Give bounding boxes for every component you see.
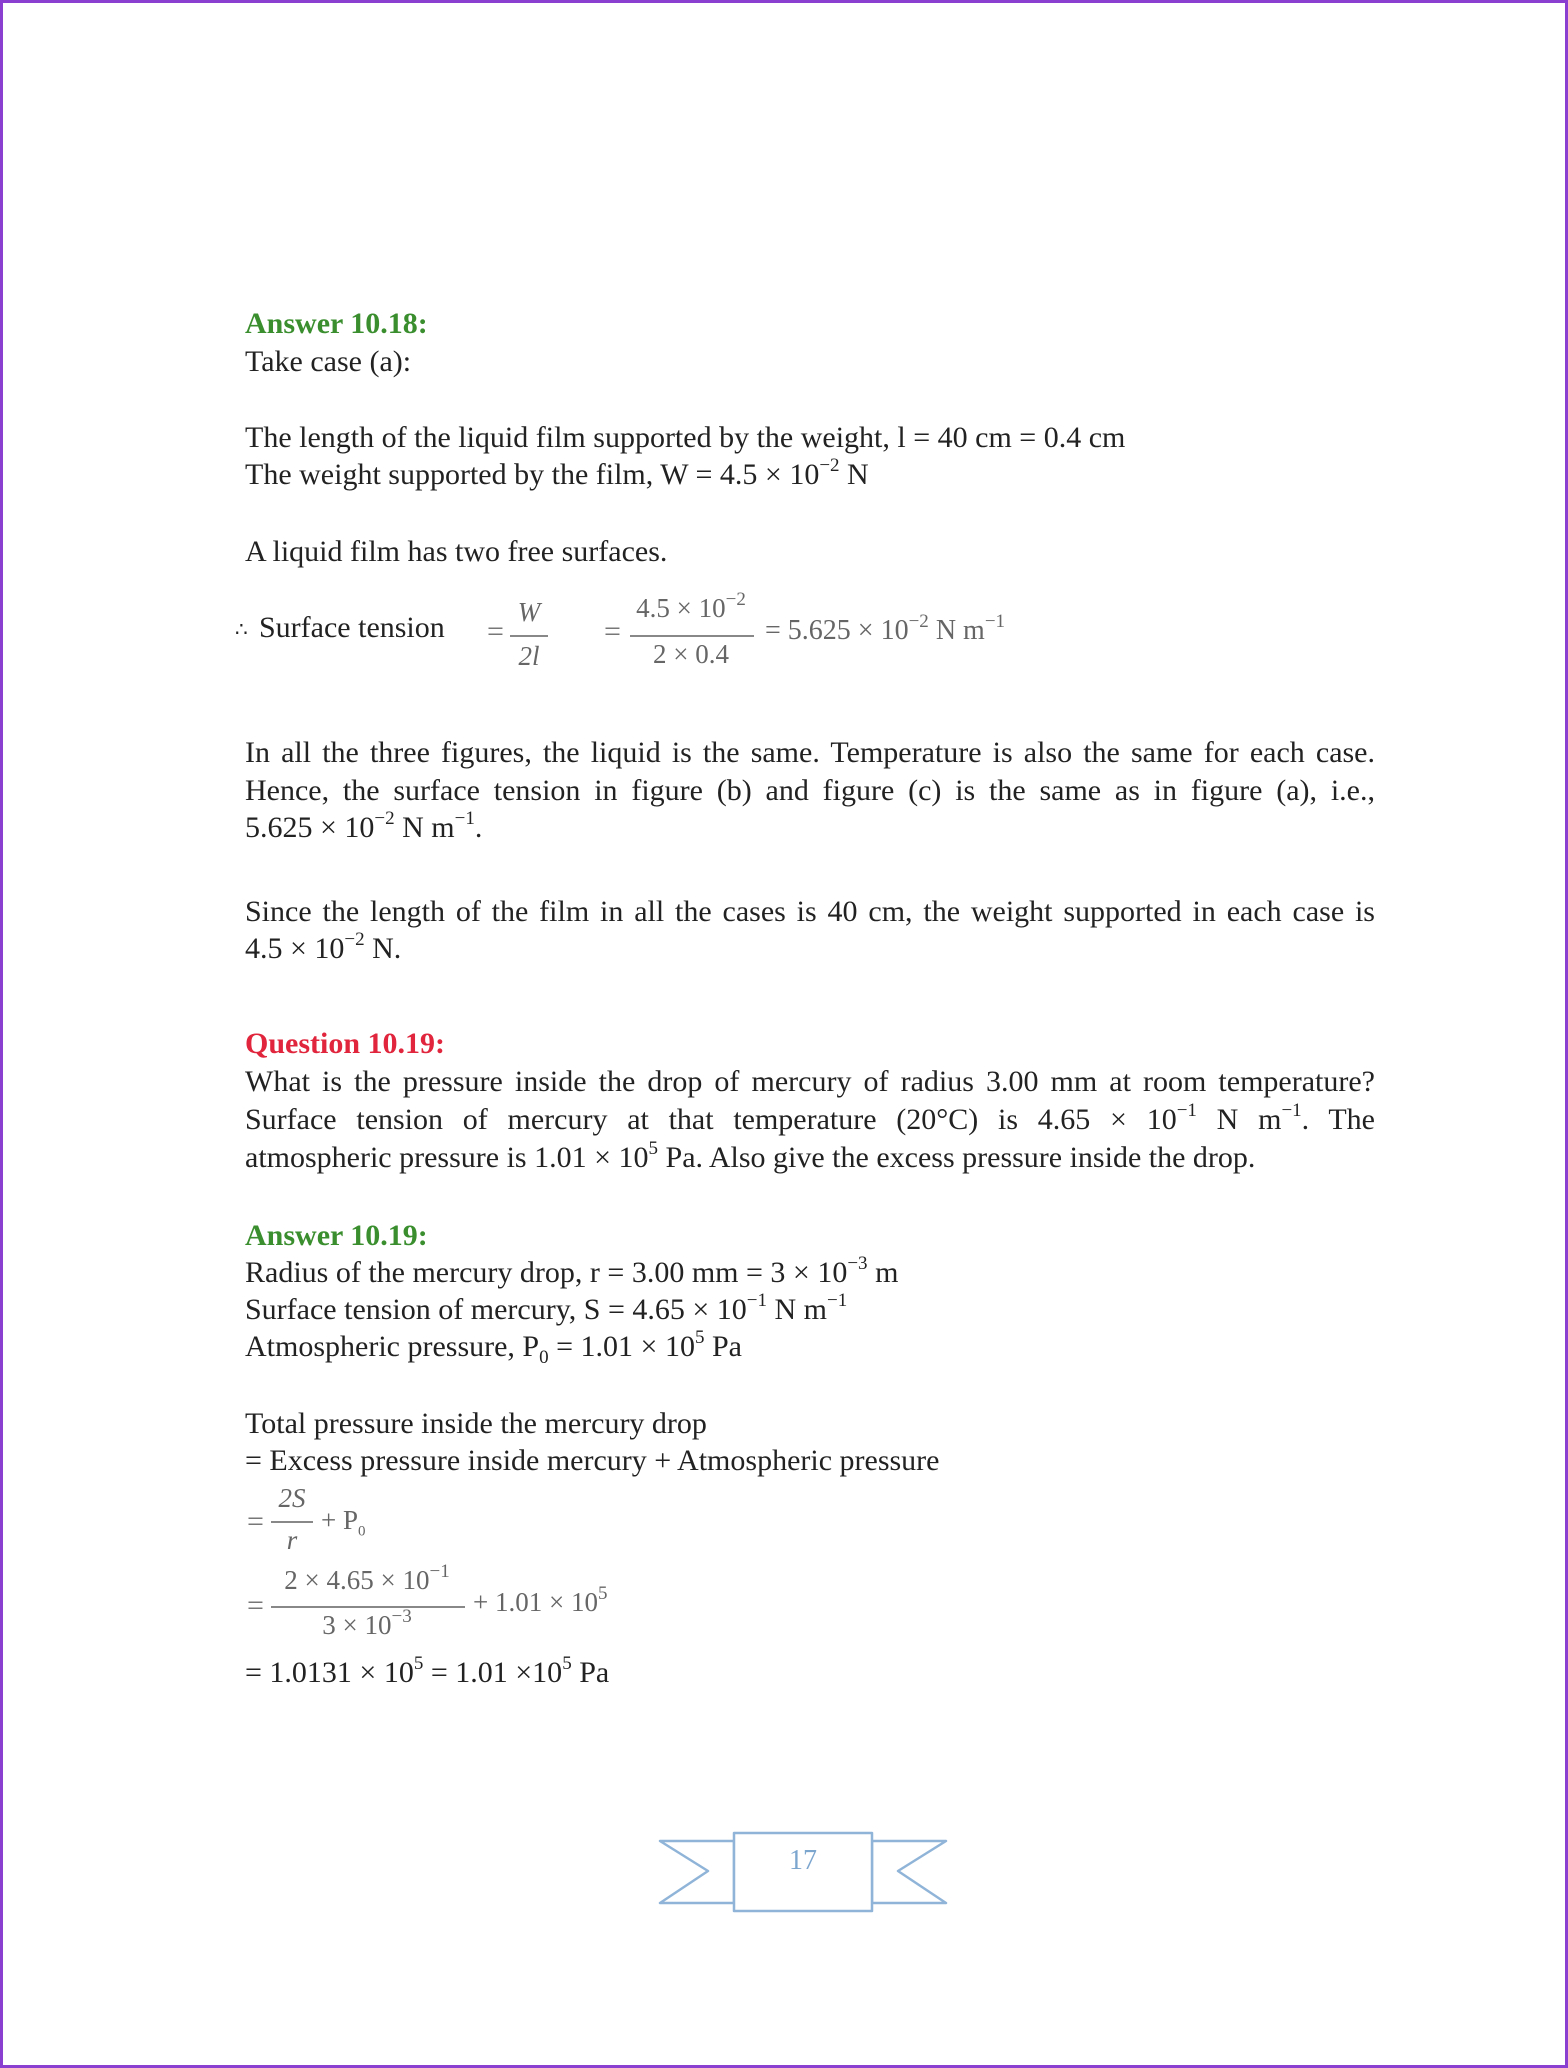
radius-line: Radius of the mercury drop, r = 3.00 mm = $3 \times 10^{-3}$ m — [245, 1253, 899, 1289]
page-number: 17 — [789, 1845, 817, 1876]
f2-numerator: $2 \times 4.65 \times 10^{-1}$ — [284, 1561, 450, 1595]
question-1019-heading: Question 10.19: — [245, 1027, 446, 1060]
total-pressure-line: Total pressure inside the mercury drop — [245, 1407, 707, 1440]
f1-equals: = — [247, 1505, 264, 1538]
f2-equals: = — [247, 1589, 264, 1622]
answer-1018-heading: Answer 10.18: — [245, 307, 428, 340]
para1-line3: $5.625 \times 10^{-2}$ N $m^{-1}$. — [245, 808, 483, 844]
length-line: The length of the liquid film supported by the weight, l = 40 cm = 0.4 cm — [245, 421, 1126, 454]
eq2-denominator: 2 × 0.4 — [653, 639, 729, 669]
eq1-equals: = — [487, 615, 504, 648]
case-line: Take case (a): — [245, 345, 412, 378]
f1-denominator: r — [286, 1525, 298, 1555]
excess-pressure-line: = Excess pressure inside mercury + Atmospheric pressure — [245, 1444, 940, 1477]
page-number-ribbon — [658, 1831, 948, 1913]
f2-fraction-bar — [271, 1606, 465, 1608]
answer-1019-heading: Answer 10.19: — [245, 1219, 428, 1252]
eq1-numerator: W — [517, 597, 541, 627]
question-line3: atmospheric pressure is $1.01 \times 10^5$ Pa. Also give the excess pressure inside the drop. — [245, 1138, 1256, 1174]
weight-line: The weight supported by the film, $W = 4.5 \times 10^{-2}$ N — [245, 455, 869, 491]
eq1-denominator: 2l — [518, 641, 540, 671]
f1-fraction-bar — [271, 1521, 313, 1523]
question-line1: What is the pressure inside the drop of mercury of radius 3.00 mm at room temperature? — [245, 1065, 1375, 1098]
atmospheric-pressure-line: Atmospheric pressure, $P_0 = 1.01 \times 10^5$ Pa — [245, 1327, 742, 1368]
para2-line2: $4.5 \times 10^{-2}$ N. — [245, 929, 402, 965]
result-line: = $1.0131 \times 10^5 = 1.01 \times 10^5$ Pa — [245, 1653, 610, 1689]
para2-line1: Since the length of the film in all the cases is 40 cm, the weight supported in each case is — [245, 895, 1375, 928]
surface-tension-line: Surface tension of mercury, $S = 4.65 \times 10^{-1}$ N $m^{-1}$ — [245, 1290, 848, 1326]
therefore-symbol: ∴ — [235, 619, 248, 641]
question-line2: Surface tension of mercury at that temperature (20°C) is $4.65 \times 10^{-1}$ N $m^{-1}$. The — [245, 1100, 1376, 1136]
para1-line2: Hence, the surface tension in figure (b) and figure (c) is the same as in figure (a), i.e., — [245, 774, 1375, 807]
f2-denominator: $3 \times 10^{-3}$ — [322, 1606, 412, 1640]
eq2-fraction-bar — [630, 635, 754, 637]
f1-numerator: 2S — [278, 1483, 306, 1513]
f1-plus-p0: + $P_0$ — [321, 1505, 366, 1540]
surface-tension-label: Surface tension — [259, 611, 445, 644]
f2-plus-atm: + $1.01 \times 10^5$ — [473, 1583, 608, 1617]
eq2-numerator: $4.5 \times 10^{-2}$ — [636, 589, 746, 623]
para1-line1: In all the three figures, the liquid is the same. Temperature is also the same for each case. — [245, 736, 1375, 769]
two-surfaces-line: A liquid film has two free surfaces. — [245, 535, 668, 568]
eq1-fraction-bar — [510, 635, 548, 637]
eq2-result: = $5.625 \times 10^{-2}$ N $m^{-1}$ — [765, 610, 1006, 646]
eq2-equals: = — [604, 615, 621, 648]
